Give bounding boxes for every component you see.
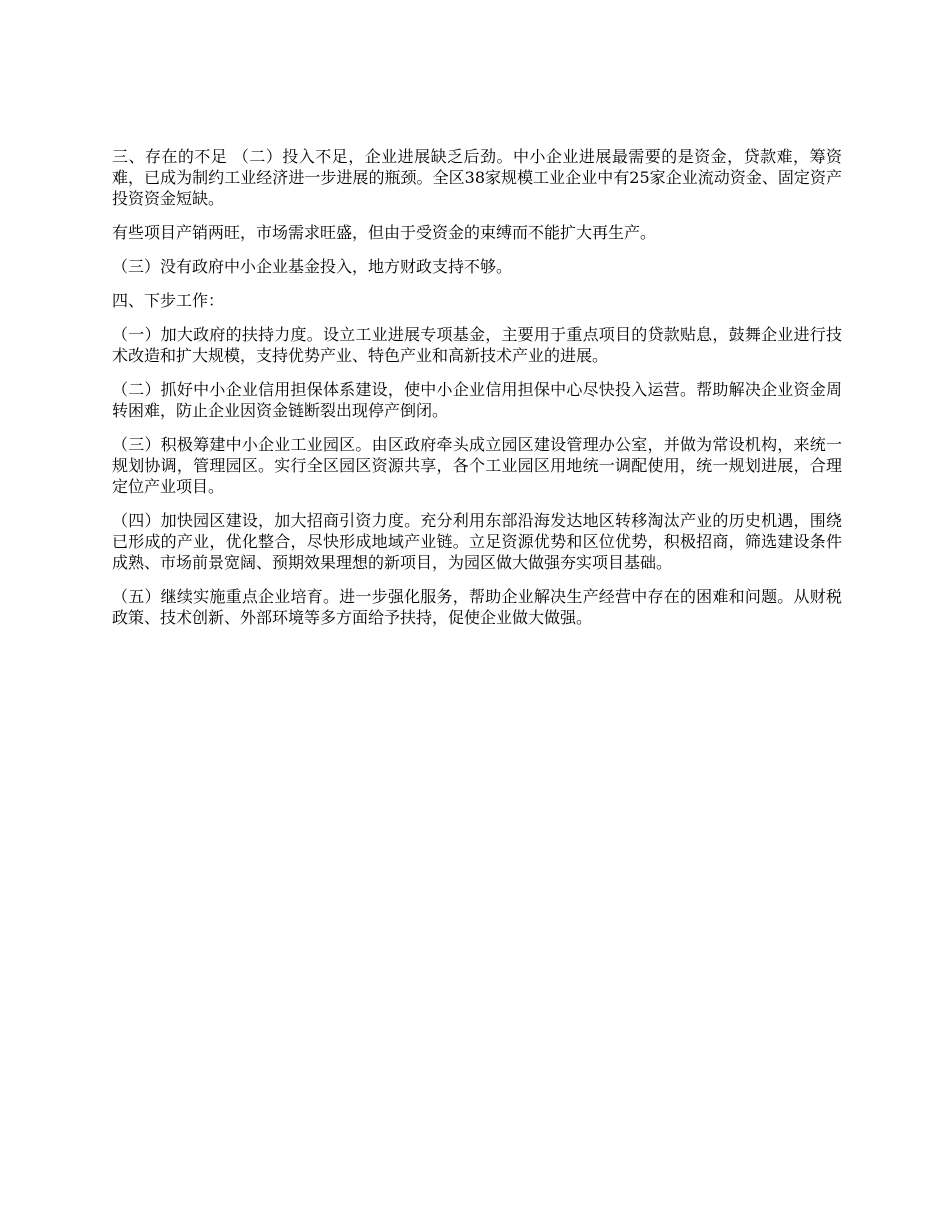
section-heading-next-steps: 四、下步工作： bbox=[112, 291, 225, 310]
paragraph-deficiencies: 三、存在的不足 （二）投入不足，企业进展缺乏后劲。中小企业进展最需要的是资金，贷款难，筹资难，已成为制约工业经济进一步进展的瓶颈。全区38家规模工业企业中有25家企业流动资金、固定资产投资资金短缺。 bbox=[112, 147, 842, 208]
paragraph-no-fund: （三）没有政府中小企业基金投入，地方财政支持不够。 bbox=[112, 257, 513, 276]
paragraph-step-1: （一）加大政府的扶持力度。设立工业进展专项基金，主要用于重点项目的贷款贴息，鼓舞企业进行技术改造和扩大规模，支持优势产业、特色产业和高新技术产业的进展。 bbox=[112, 325, 842, 365]
document-body bbox=[112, 146, 842, 641]
paragraph-step-2: （二）抓好中小企业信用担保体系建设，使中小企业信用担保中心尽快投入运营。帮助解决企业资金周转困难，防止企业因资金链断裂出现停产倒闭。 bbox=[112, 380, 842, 420]
paragraph-step-5: （五）继续实施重点企业培育。进一步强化服务，帮助企业解决生产经营中存在的困难和问题。从财税政策、技术创新、外部环境等多方面给予扶持，促使企业做大做强。 bbox=[112, 587, 842, 627]
paragraph-step-4: （四）加快园区建设，加大招商引资力度。充分利用东部沿海发达地区转移淘汰产业的历史机遇，围绕已形成的产业，优化整合，尽快形成地域产业链。立足资源优势和区位优势，积极招商，筛选建设条件成熟、市场前景宽阔、预期效果理想的新项目，为园区做大做强夯实项目基础。 bbox=[112, 511, 842, 572]
paragraph-production-constraint: 有些项目产销两旺，市场需求旺盛，但由于受资金的束缚而不能扩大再生产。 bbox=[112, 223, 657, 242]
paragraph-step-3: （三）积极筹建中小企业工业园区。由区政府牵头成立园区建设管理办公室，并做为常设机构，来统一规划协调，管理园区。实行全区园区资源共享，各个工业园区用地统一调配使用，统一规划进展，合理定位产业项目。 bbox=[112, 435, 842, 496]
